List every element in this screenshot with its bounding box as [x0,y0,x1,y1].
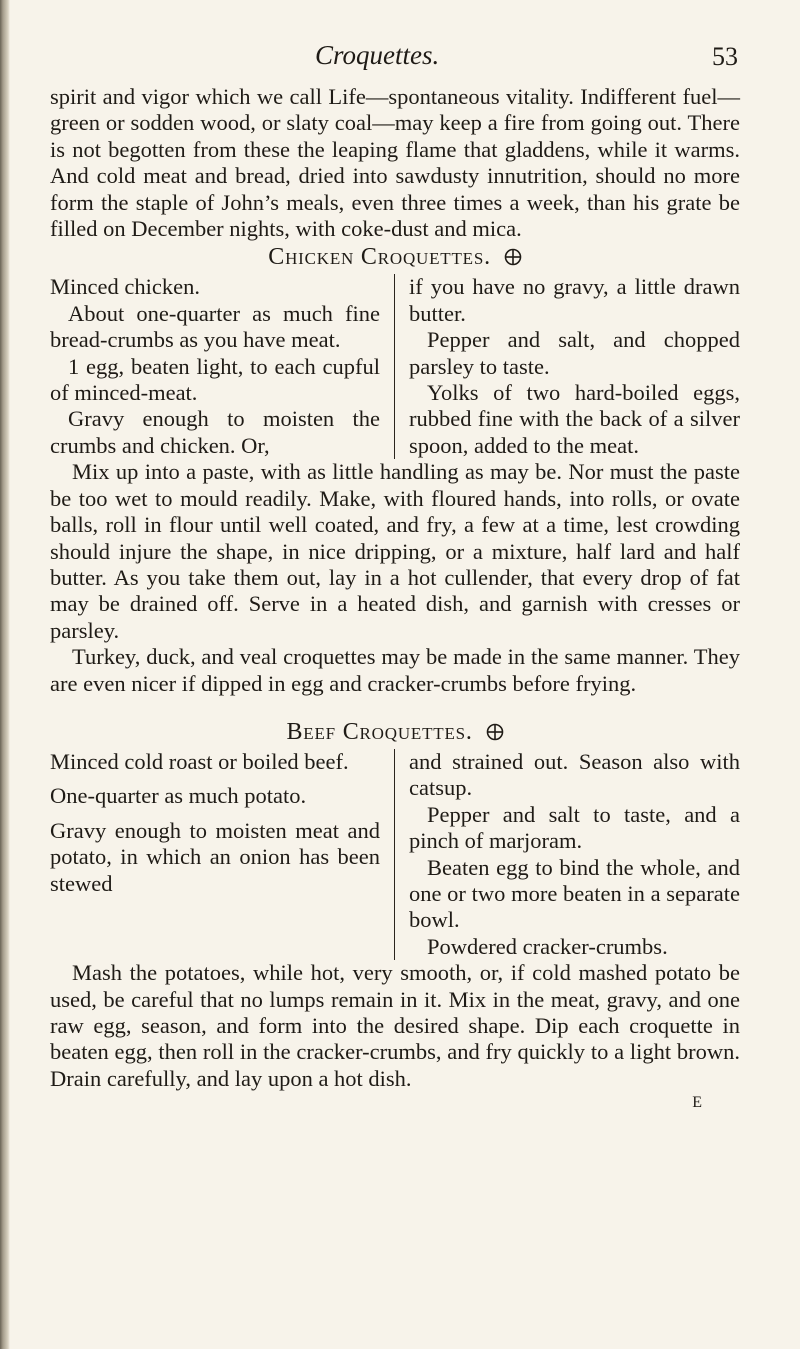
page-header [50,0,740,84]
chicken-ingredients [50,274,740,459]
page-number: 53 [712,42,738,71]
running-title: Croquettes. [315,40,440,70]
ingredient-line: 1 egg, beaten light, to each cupful of minced-meat. [50,353,380,406]
beef-ingredients-left [50,749,395,960]
chicken-ingredients-left [50,274,395,459]
ingredient-line: Gravy enough to moisten meat and potato, in which an onion has been stewed [50,817,380,896]
ingredient-line: One-quarter as much potato. [50,783,307,809]
ingredient-line: Beaten egg to bind the whole, and one or two more beaten in a separate bowl. [409,854,740,933]
crossed-circle-icon [504,244,522,274]
crossed-circle-icon [486,719,504,749]
beef-method-paragraph: Mash the potatoes, while hot, very smooth, or, if cold mashed potato be used, be careful that no lumps remain in it. Mix in the meat, gravy, and one raw egg, season, and form into the desired shape. Dip each croquette in beaten egg, then roll in the cracker-crumbs, and fry quickly to a light brown. Drain carefully, and lay upon a hot dish. [50,960,740,1091]
beef-title-text: Beef Croquettes. [286,718,473,745]
chicken-title-text: Chicken Croquettes. [268,244,491,271]
ingredient-line: and strained out. Season also with catsup. [409,748,740,801]
ingredient-line: Minced chicken. [50,274,200,300]
spacer [50,697,740,717]
book-page [50,0,740,1114]
ingredient-line: Gravy enough to moisten the crumbs and chicken. Or, [50,406,380,458]
chicken-variation-paragraph: Turkey, duck, and veal croquettes may be made in the same manner. They are even nicer if dipped in egg and cracker-crumbs before frying. [50,644,740,696]
ingredient-line: About one-quarter as much fine bread-crumbs as you have meat. [50,300,380,353]
ingredient-line: Powdered cracker-crumbs. [427,933,668,959]
beef-ingredients [50,749,740,960]
spacer [50,810,380,818]
chicken-method-paragraph: Mix up into a paste, with as little handling as may be. Nor must the paste be too wet to mould readily. Make, with floured hands, into rolls, or ovate balls, roll in flour until well coated, and fry, a few at a time, lest crowding should injure the shape, in nice dripping, or a mixture, half lard and half butter. As you take them out, lay in a hot cullender, that every drop of fat may be drained off. Serve in a heated dish, and garnish with cresses or parsley. [50,459,740,643]
intro-paragraph: spirit and vigor which we call Life—spontaneous vitality. Indifferent fuel—green or sodden wood, or slaty coal—may keep a fire from going out. There is not begotten from these the leaping flame that gladdens, while it warms. And cold meat and bread, dried into sawdusty innutrition, should no more form the staple of John’s meals, even three times a week, than his grate be filled on December nights, with coke-dust and mica. [50,84,740,242]
ingredient-line: Pepper and salt to taste, and a pinch of marjoram. [409,801,740,854]
beef-ingredients-right [395,749,740,960]
ingredient-line: Minced cold roast or boiled beef. [50,748,349,774]
ingredient-line: if you have no gravy, a little drawn butter. [409,274,740,326]
chicken-ingredients-right [395,274,740,459]
recipe-title-chicken [50,242,740,274]
spacer [50,775,380,783]
signature-mark: E [692,1094,702,1112]
page-binding-edge [0,0,10,1349]
ingredient-line: Yolks of two hard-boiled eggs, rubbed fine with the back of a silver spoon, added to the meat. [409,380,740,458]
ingredient-line: Pepper and salt, and chopped parsley to taste. [409,327,740,379]
recipe-title-beef [50,717,740,749]
